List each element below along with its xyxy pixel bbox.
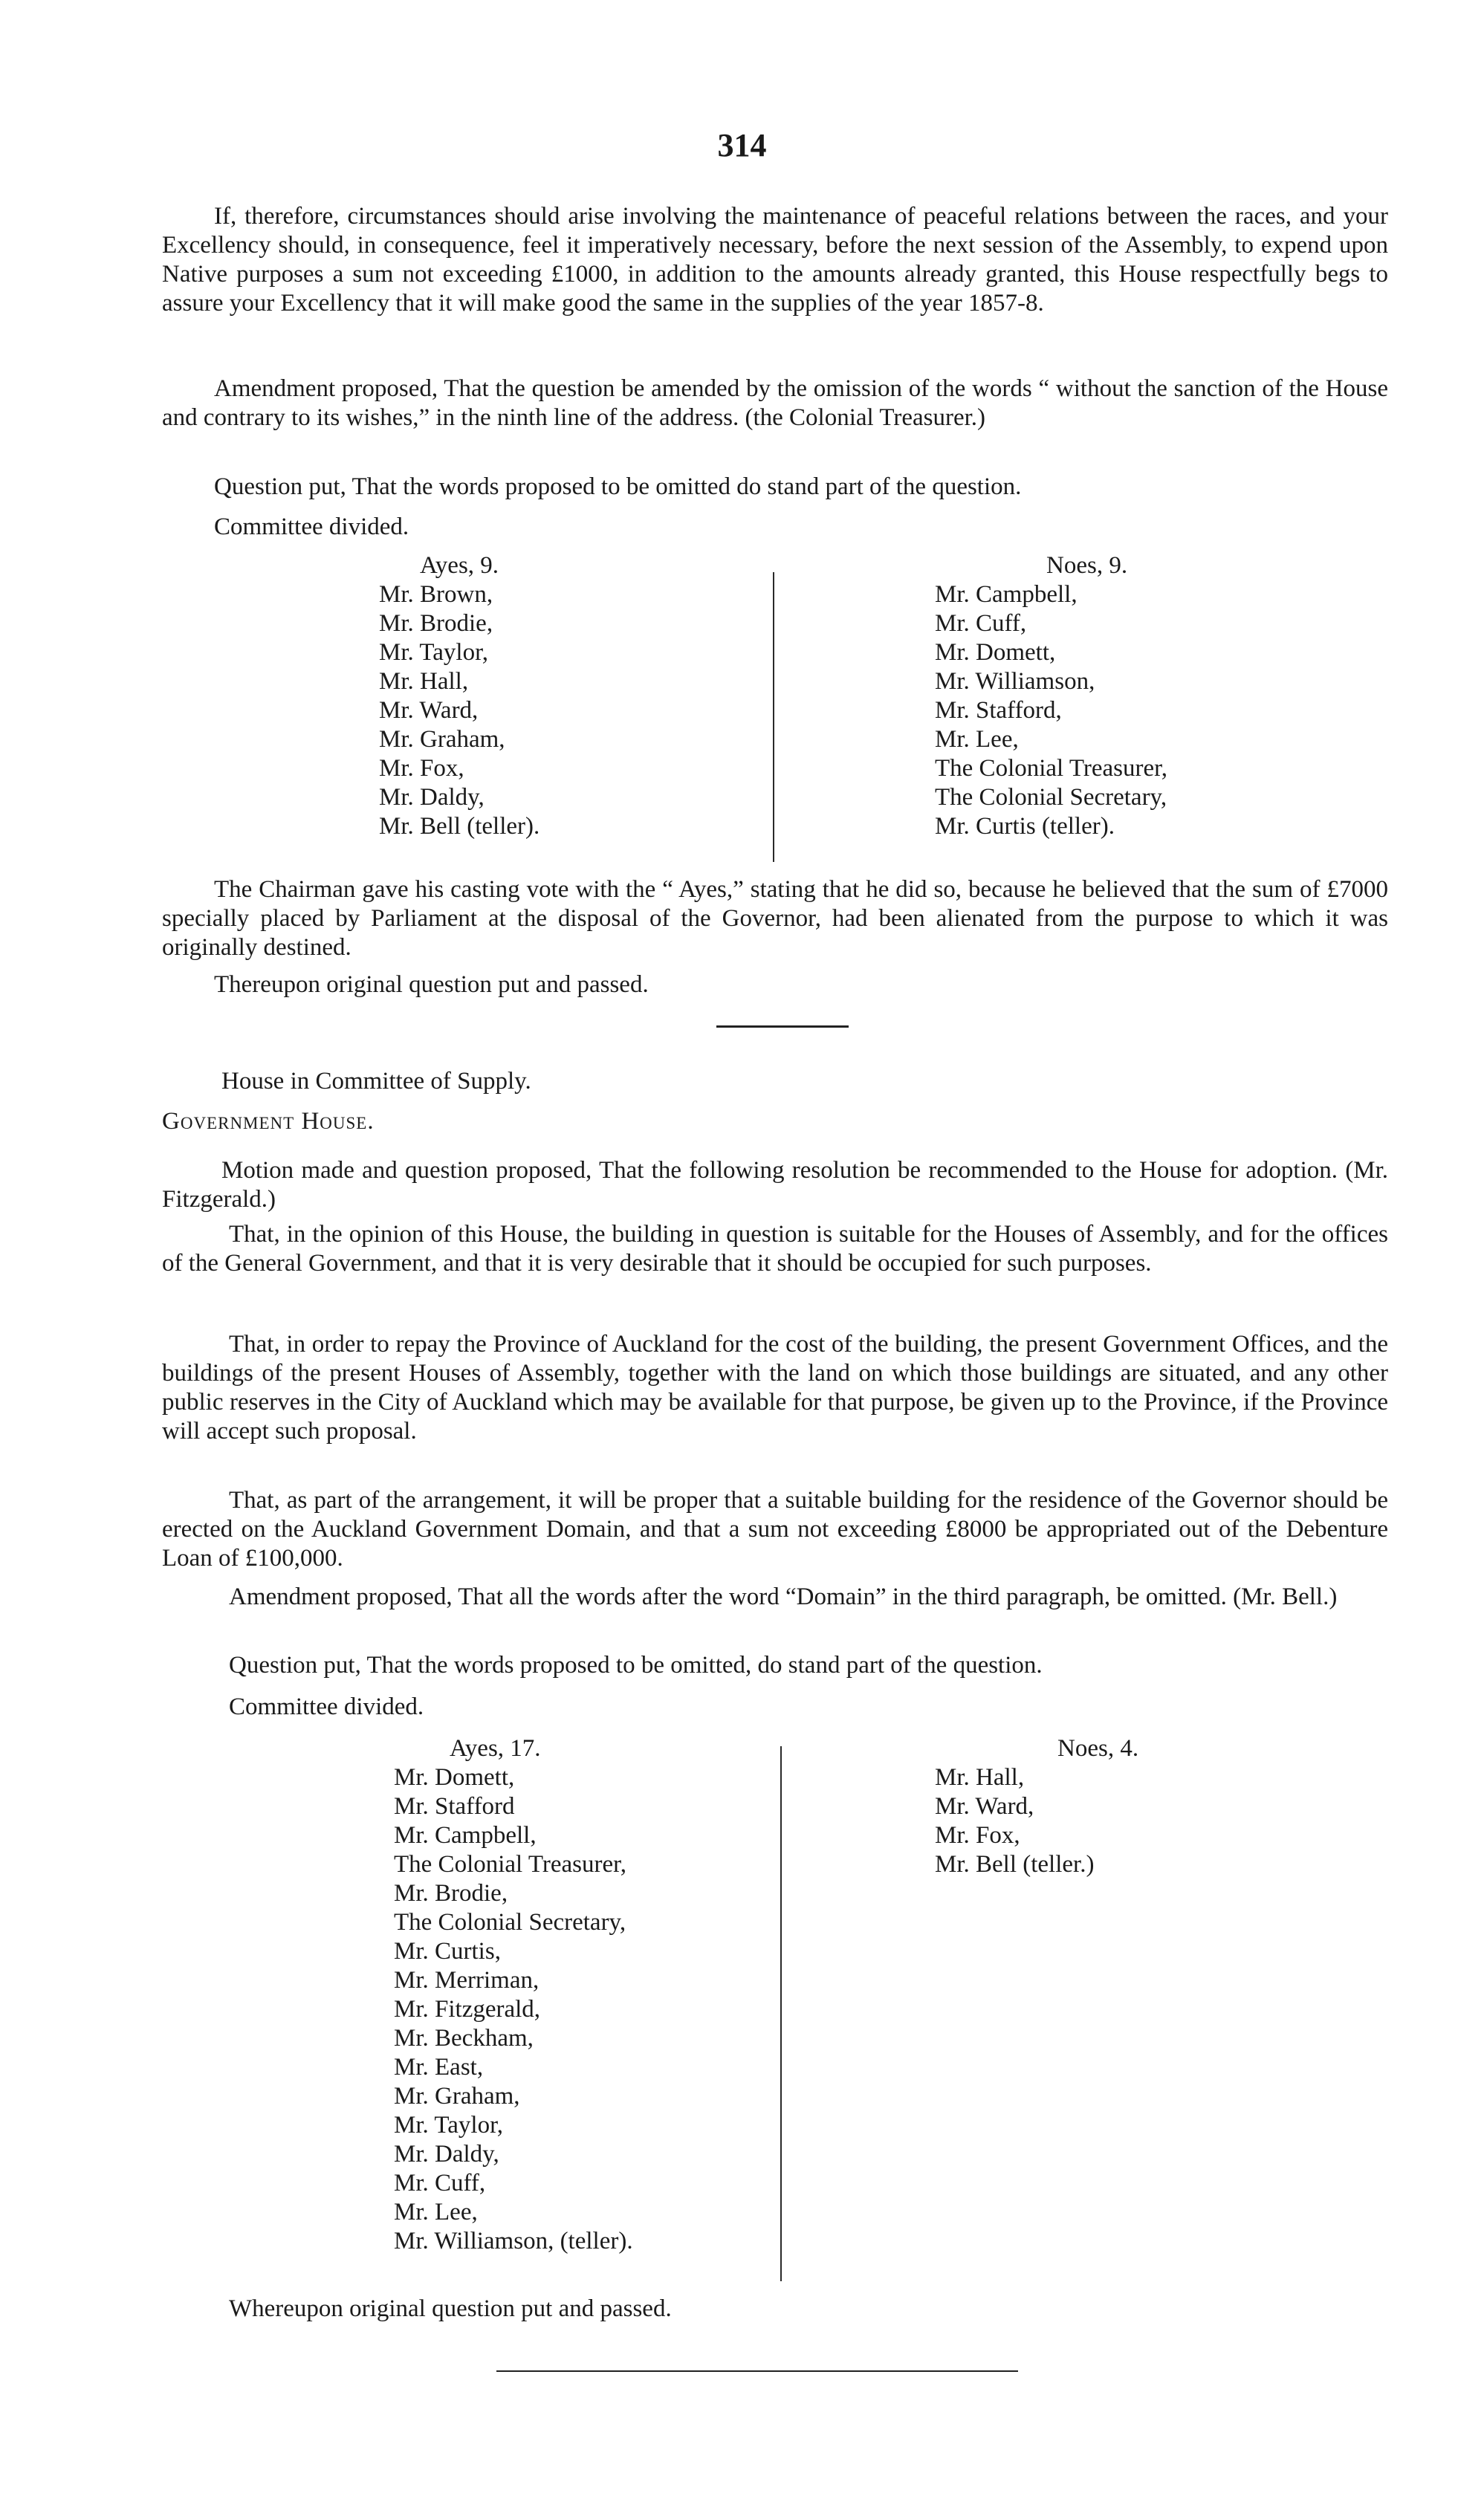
aye-1-name: Mr. Graham, <box>379 726 505 753</box>
noe-2-name: Mr. Hall, <box>935 1764 1025 1791</box>
aye-2-name: Mr. Stafford <box>394 1793 515 1820</box>
resolution-paragraph-2: That, in order to repay the Province of Auckland for the cost of the building, the present Government Offices, and the buildings of the present Houses of Assembly, together with the land on which those buildings are situated, and any other public reserves in the City of Auckland which may be available for that purpose, be given up to the Province, if the Province will accept such proposal. <box>162 1331 1388 1445</box>
division-label-2: Committee divided. <box>229 1693 424 1720</box>
amendment-paragraph-2: Amendment proposed, That all the words after the word “Domain” in the third paragraph, be omitted. (Mr. Bell.) <box>229 1583 1338 1610</box>
aye-1-name: Mr. Hall, <box>379 668 469 695</box>
section-divider <box>716 1025 849 1028</box>
aye-2-name: The Colonial Secretary, <box>394 1909 626 1936</box>
aye-1-name: Mr. Bell (teller). <box>379 813 540 840</box>
noes-column-1 <box>935 551 1381 841</box>
aye-2-name: Mr. Domett, <box>394 1764 515 1791</box>
aye-1-name: Mr. Fox, <box>379 755 464 782</box>
noe-1-name: The Colonial Treasurer, <box>935 755 1168 782</box>
noe-1-name: Mr. Domett, <box>935 639 1056 666</box>
noes-heading-2: Noes, 4. <box>1057 1735 1139 1762</box>
aye-2-name: Mr. Merriman, <box>394 1967 540 1994</box>
page-number: 314 <box>717 127 767 163</box>
aye-1-name: Mr. Brodie, <box>379 610 493 637</box>
noe-1-name: Mr. Williamson, <box>935 668 1095 695</box>
aye-1-name: Mr. Ward, <box>379 697 479 724</box>
division-label-1: Committee divided. <box>214 513 409 540</box>
aye-2-name: Mr. Brodie, <box>394 1880 508 1907</box>
chairman-paragraph: The Chairman gave his casting vote with the “ Ayes,” stating that he did so, because he believed that the sum of £7000 specially placed by Parliament at the disposal of the Governor, had been alienated from the purpose to which it was originally destined. <box>162 876 1388 961</box>
aye-2-name: The Colonial Treasurer, <box>394 1851 627 1878</box>
amendment-paragraph-1: Amendment proposed, That the question be amended by the omission of the words “ without the sanction of the House and contrary to its wishes,” in the ninth line of the address. (the Colonial Treasurer.) <box>162 375 1388 431</box>
noe-1-name: Mr. Cuff, <box>935 610 1027 637</box>
noe-1-name: The Colonial Secretary, <box>935 784 1167 811</box>
noe-1-name: Mr. Curtis (teller). <box>935 813 1115 840</box>
column-divider-2 <box>780 1746 782 2281</box>
committee-heading: House in Committee of Supply. <box>221 1068 531 1095</box>
aye-2-name: Mr. Daldy, <box>394 2141 499 2168</box>
noe-1-name: Mr. Lee, <box>935 726 1019 753</box>
resolution-paragraph-3: That, as part of the arrangement, it will be proper that a suitable building for the residence of the Governor should be erected on the Auckland Government Domain, and that a sum not exceeding £8000 be appropriated out of the Debenture Loan of £100,000. <box>162 1487 1388 1572</box>
aye-2-name: Mr. Taylor, <box>394 2112 504 2139</box>
motion-paragraph: Motion made and question proposed, That the following resolution be recommended to the House for adoption. (Mr. Fitzgerald.) <box>162 1157 1388 1213</box>
ayes-column-1 <box>379 551 751 841</box>
section-heading: Government House. <box>162 1108 375 1135</box>
noes-column-2 <box>935 1734 1306 1879</box>
noe-1-name: Mr. Stafford, <box>935 697 1062 724</box>
column-divider-1 <box>773 572 774 862</box>
ayes-list-1 <box>379 580 751 841</box>
aye-2-name: Mr. Curtis, <box>394 1938 501 1965</box>
noe-2-name: Mr. Ward, <box>935 1793 1034 1820</box>
result-paragraph-2: Whereupon original question put and passed. <box>229 2295 672 2322</box>
ayes-list-2 <box>394 1763 780 2256</box>
ayes-heading-1: Ayes, 9. <box>420 552 499 579</box>
aye-2-name: Mr. Fitzgerald, <box>394 1996 541 2023</box>
aye-2-name: Mr. Campbell, <box>394 1822 537 1849</box>
noe-2-name: Mr. Bell (teller.) <box>935 1851 1095 1878</box>
aye-1-name: Mr. Brown, <box>379 581 493 608</box>
result-paragraph-1: Thereupon original question put and passed. <box>214 971 649 998</box>
question-paragraph-1: Question put, That the words proposed to be omitted do stand part of the question. <box>214 473 1022 500</box>
aye-2-name: Mr. Lee, <box>394 2199 478 2225</box>
intro-paragraph: If, therefore, circumstances should arise involving the maintenance of peaceful relations between the races, and your Excellency should, in consequence, feel it imperatively necessary, before the next session of the Assembly, to expend upon Native purposes a sum not exceeding £1000, in addition to the amounts already granted, this House respectfully begs to assure your Excellency that it will make good the same in the supplies of the year 1857-8. <box>162 203 1388 317</box>
aye-2-name: Mr. Graham, <box>394 2083 520 2110</box>
noes-list-1 <box>935 580 1381 841</box>
ayes-heading-2: Ayes, 17. <box>450 1735 541 1762</box>
aye-1-name: Mr. Daldy, <box>379 784 485 811</box>
aye-1-name: Mr. Taylor, <box>379 639 489 666</box>
resolution-paragraph-1: That, in the opinion of this House, the building in question is suitable for the Houses of Assembly, and for the offices of the General Government, and that it is very desirable that it should be occupied for such purposes. <box>162 1221 1388 1277</box>
aye-2-name: Mr. Williamson, (teller). <box>394 2228 633 2254</box>
noe-1-name: Mr. Campbell, <box>935 581 1078 608</box>
aye-2-name: Mr. East, <box>394 2054 484 2081</box>
question-paragraph-2: Question put, That the words proposed to be omitted, do stand part of the question. <box>229 1652 1043 1679</box>
ayes-column-2 <box>394 1734 780 2256</box>
footer-rule <box>496 2370 1018 2372</box>
aye-2-name: Mr. Cuff, <box>394 2170 486 2197</box>
noes-heading-1: Noes, 9. <box>1046 552 1128 579</box>
noe-2-name: Mr. Fox, <box>935 1822 1020 1849</box>
aye-2-name: Mr. Beckham, <box>394 2025 534 2052</box>
noes-list-2 <box>935 1763 1306 1879</box>
